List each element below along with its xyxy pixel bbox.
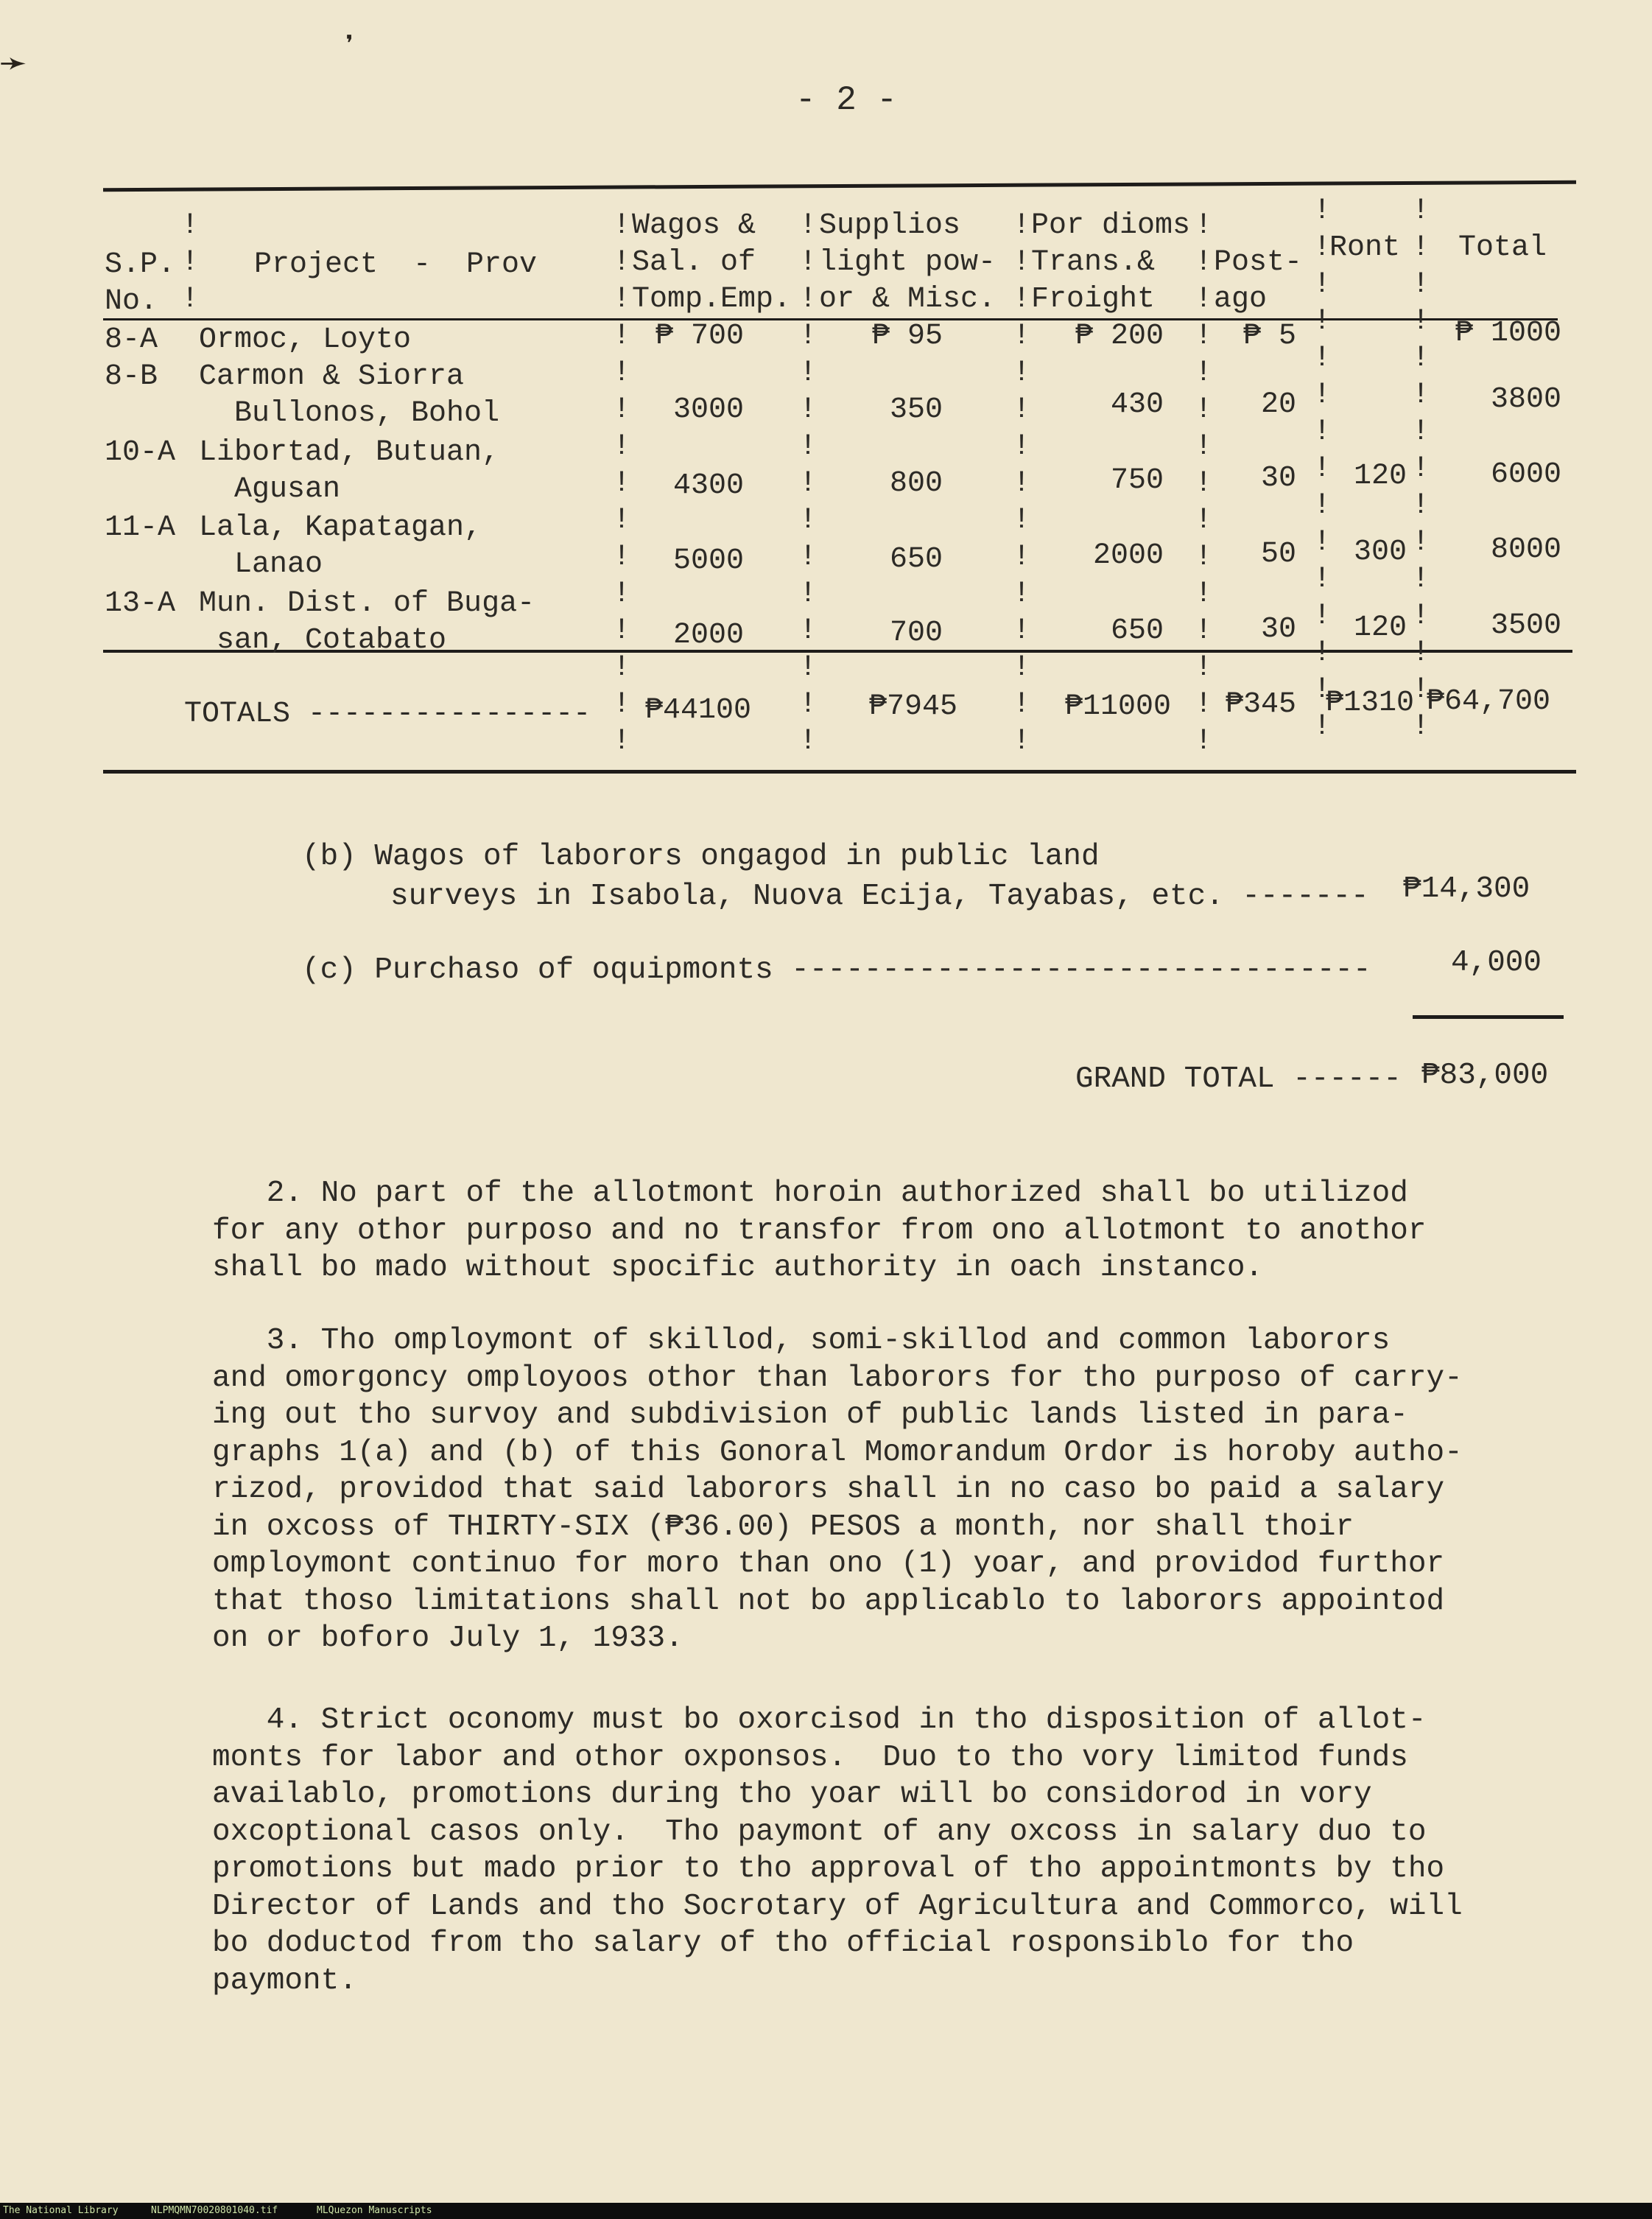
cell-total: ₱ 1000	[1455, 317, 1561, 350]
cell-per-diems: 2000	[1092, 539, 1164, 572]
cell-total: 6000	[1490, 458, 1561, 491]
cell-wages: 4300	[672, 469, 744, 502]
cell-sp: 13-A	[105, 587, 176, 620]
totals-supplies: ₱7945	[868, 690, 957, 723]
cell-rent: 120	[1353, 460, 1407, 493]
cell-supplies: ₱ 95	[871, 320, 943, 353]
totals-label: TOTALS ----------------	[184, 698, 591, 731]
cell-postage: 30	[1260, 462, 1296, 495]
cell-wages: 2000	[672, 619, 744, 652]
header-project: Project - Prov	[254, 248, 538, 281]
grand-total-amount: ₱83,000	[1421, 1059, 1549, 1093]
cell-rent: 300	[1353, 536, 1407, 569]
item-b-line1: (b) Wagos of laborors ongagod in public land	[302, 840, 1100, 874]
cell-rent: 120	[1353, 611, 1407, 645]
footer-library: The National Library	[3, 2205, 119, 2216]
cell-postage: 50	[1260, 538, 1296, 571]
cell-sp: 8-A	[105, 323, 158, 357]
item-b-line2: surveys in Isabola, Nuova Ecija, Tayabas, etc. -------	[390, 880, 1369, 914]
document-page: ➛ ❜ - 2 - ! ! ! ! ! ! ! ! ! ! ! ! ! ! ! ! ! ! ! ! ! ! ! ! ! ! ! ! ! ! ! ! ! ! ! ! ! ! ! ! ! ! ! ! ! ! ! ! ! ! ! ! ! ! ! ! ! ! ! ! ! ! ! ! ! ! ! ! ! ! ! ! ! ! ! ! ! ! ! ! ! ! ! ! ! ! ! ! ! ! ! ! ! S.P. No. Project - Prov Wagos & Sal. of Tomp.Emp. Supplios light pow- or & Misc. Por dioms Trans.& Froight Post- ago Ront Total 8-A Ormoc, Loyto ₱ 700 ₱ 95 ₱ 200 ₱ 5 ₱ 1000 8-B Carmon & Siorra Bullonos, Bohol 3000 350 430 20 3800 10-A Libortad, Butuan, Agusan 4300 800 750 30 120 6000 11-A Lala, Kapatagan, Lanao 5000 650 2000 50 300 8000 13-A Mun. Dist. of Buga- san, Cotabato 2000 700 650 30 120 3500 TOTALS ---------------- ₱44100 ₱7945 ₱11000 ₱345 ₱1310 ₱64,700 (b) Wagos of laborors ongagod in public land surveys in Isabola, Nuova Ecija, Tayabas, etc. ------- ₱14,300 (c) Purchaso of oquipmonts -------------------------------- 4,000 GRAND TOTAL ------ ₱83,000 2. No part of the allotmont horoin authorized shall bo utilizod for any othor purposo and no transfor from ono allotmont to anothor shall bo mado without spocific authority in oach instanco. 3. Tho omploymont of skillod, somi-skillod and common laborors and omorgoncy omployoos othor than laborors for tho purposo of carry- ing out tho survoy and subdivision of public lands listed in para- graphs 1(a) and (b) of this Gonoral Momorandum Ordor is horoby autho- rizod, providod that said laborors shall in no caso bo paid a salary in oxcoss of THIRTY-SIX (₱36.00) PESOS a month, nor shall thoir omploymont continuo for moro than ono (1) yoar, and providod furthor that thoso limitations shall not bo applicablo to laborors appointod on or boforo July 1, 1933. 4. Strict oconomy must bo oxorcisod in tho disposition of allot- monts for labor and othor oxponsos. Duo to tho vory limitod funds availablo, promotions during tho yoar will bo considorod in vory oxcoptional casos only. Tho paymont of any oxcoss in salary duo to promotions but mado prior to tho approval of tho appointmonts by tho Director of Lands and tho Socrotary of Agricultura and Commorco, will bo doductod from tho salary of tho official rosponsiblo for tho paymont.	[0, 0, 1652, 2219]
paragraph-4: 4. Strict oconomy must bo oxorcisod in tho disposition of allot- monts for labor and othor oxponsos. Duo to tho vory limitod funds availablo, promotions during tho yoar will bo considorod in vory oxcoptional casos only. Tho paymont of any oxcoss in salary duo to promotions but mado prior to tho approval of tho appointmonts by tho Director of Lands and tho Socrotary of Agricultura and Commorco, will bo doductod from tho salary of tho official rosponsiblo for tho paymont.	[212, 1703, 1463, 1998]
footer-collection: MLQuezon Manuscripts	[317, 2205, 432, 2216]
cell-per-diems: 750	[1110, 464, 1164, 497]
cell-project: Ormoc, Loyto	[199, 323, 412, 357]
cell-supplies: 350	[889, 393, 943, 427]
subtotal-rule	[1413, 1015, 1564, 1019]
cell-project: Carmon & Siorra Bullonos, Bohol	[199, 360, 500, 430]
totals-rent: ₱1310	[1325, 687, 1414, 720]
cell-per-diems: 650	[1110, 614, 1164, 648]
header-postage: Post- ago	[1214, 246, 1303, 316]
corner-mark: ➛	[0, 43, 27, 93]
cell-wages: 3000	[672, 393, 744, 427]
cell-postage: 30	[1260, 613, 1296, 646]
cell-project: Mun. Dist. of Buga- san, Cotabato	[199, 587, 535, 657]
totals-total: ₱64,700	[1426, 685, 1550, 718]
cell-supplies: 650	[889, 543, 943, 576]
cell-supplies: 800	[889, 467, 943, 500]
cell-project: Libortad, Butuan, Agusan	[199, 436, 500, 506]
paragraph-2: 2. No part of the allotmont horoin authorized shall bo utilizod for any othor purposo and no transfor from ono allotmont to anothor shall bo mado without spocific authority in oach instanco.	[212, 1177, 1427, 1285]
cell-per-diems: ₱ 200	[1075, 320, 1164, 353]
cell-sp: 8-B	[105, 360, 158, 393]
cell-wages: ₱ 700	[655, 320, 744, 353]
cell-supplies: 700	[889, 617, 943, 650]
totals-postage: ₱345	[1225, 688, 1296, 721]
item-c-label: (c) Purchaso of oquipmonts --------------------------------	[302, 953, 1371, 987]
cell-sp: 11-A	[105, 511, 176, 544]
header-wages: Wagos & Sal. of Tomp.Emp.	[632, 209, 792, 316]
item-c-amount: 4,000	[1451, 946, 1542, 980]
footer-file: NLPMQMN70020801040.tif	[151, 2205, 278, 2216]
table-top-rule	[103, 180, 1576, 192]
header-rent: Ront	[1329, 231, 1401, 264]
totals-per-diems: ₱11000	[1064, 690, 1171, 723]
cell-wages: 5000	[672, 544, 744, 578]
table-bottom-rule	[103, 770, 1576, 774]
header-total: Total	[1458, 231, 1547, 264]
header-supplies: Supplios light pow- or & Misc.	[819, 209, 997, 316]
header-per-diems: Por dioms Trans.& Froight	[1031, 209, 1191, 316]
item-b-amount: ₱14,300	[1403, 872, 1530, 906]
cell-total: 8000	[1490, 533, 1561, 567]
scan-footer	[0, 2203, 1652, 2219]
cell-total: 3800	[1490, 383, 1561, 416]
cell-postage: 20	[1260, 388, 1296, 421]
page-number: - 2 -	[795, 81, 898, 119]
header-sp-no: S.P. No.	[105, 248, 176, 318]
cell-sp: 10-A	[105, 436, 176, 469]
grand-total-label: GRAND TOTAL ------	[1075, 1062, 1402, 1096]
totals-wages: ₱44100	[644, 694, 751, 727]
cell-project: Lala, Kapatagan, Lanao	[199, 511, 482, 581]
cell-postage: ₱ 5	[1242, 320, 1296, 353]
paragraph-3: 3. Tho omploymont of skillod, somi-skillod and common laborors and omorgoncy omployoos othor than laborors for tho purposo of carry- ing out tho survoy and subdivision of public lands listed in para- graphs 1(a) and (b) of this Gonoral Momorandum Ordor is horoby autho- rizod, providod that said laborors shall in no caso bo paid a salary in oxcoss of THIRTY-SIX (₱36.00) PESOS a month, nor shall thoir omploymont continuo for moro than ono (1) yoar, and providod furthor that thoso limitations shall not bo applicablo to laborors appointod on or boforo July 1, 1933.	[212, 1324, 1463, 1655]
cell-total: 3500	[1490, 609, 1561, 642]
cell-per-diems: 430	[1110, 388, 1164, 421]
ink-spot: ❜	[340, 32, 359, 66]
